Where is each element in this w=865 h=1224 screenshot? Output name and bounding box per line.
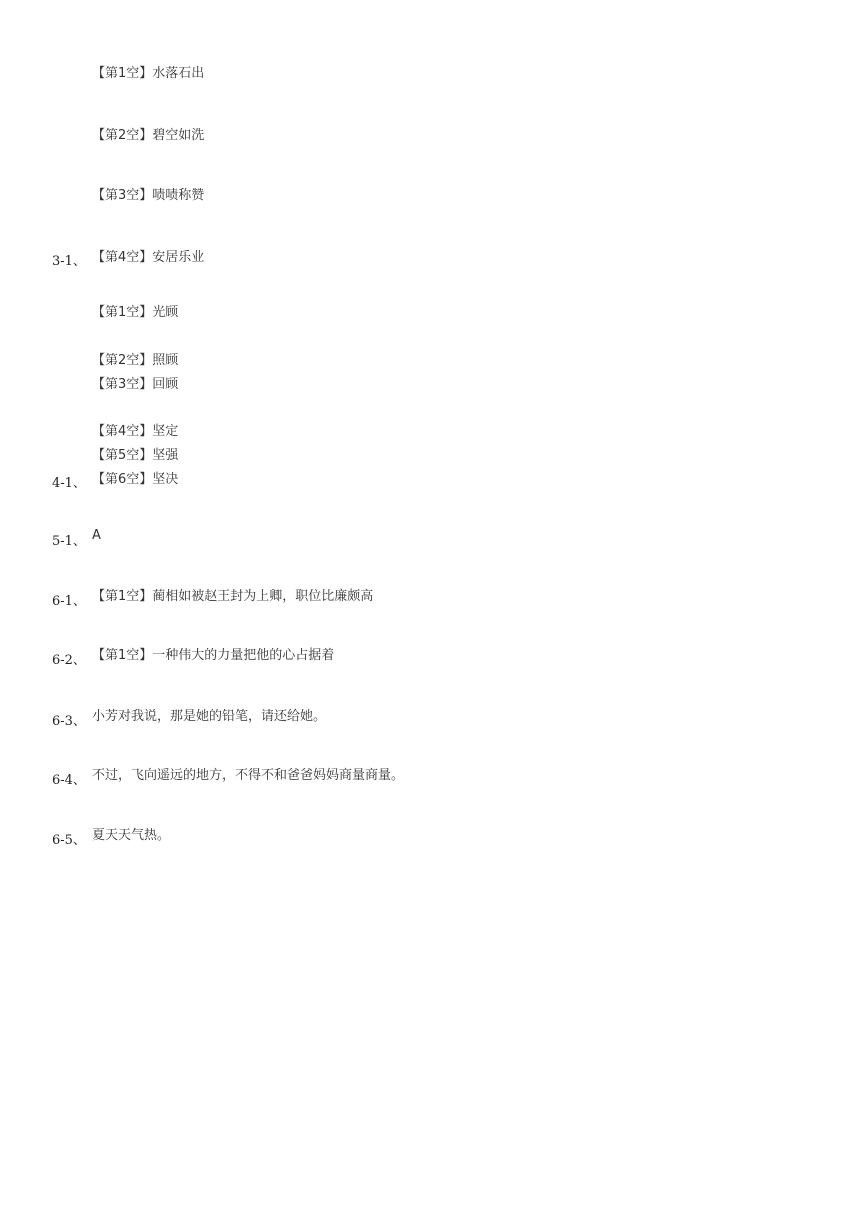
answer-line	[92, 424, 178, 440]
question-number: 5-1、	[52, 534, 86, 549]
blank-answer: 一种伟大的力量把他的心占据着	[152, 648, 335, 663]
blank-answer: 坚定	[152, 424, 179, 439]
blank-answer: 照顾	[152, 353, 179, 368]
answer-line	[92, 589, 373, 605]
blank-answer: 水落石出	[152, 66, 205, 81]
blank-answer: 蔺相如被赵王封为上卿，职位比廉颇高	[152, 589, 374, 604]
blank-answer: 光顾	[152, 305, 179, 320]
answer-line	[92, 648, 334, 664]
answer-line	[92, 66, 204, 82]
answer-line	[92, 128, 204, 144]
blank-answer: 安居乐业	[152, 250, 205, 265]
blank-label: 【第6空】	[92, 472, 153, 487]
question-number: 3-1、	[52, 254, 86, 269]
answer-line: 小芳对我说，那是她的铅笔，请还给她。	[92, 709, 327, 724]
answer-line	[92, 305, 178, 321]
blank-answer: 坚决	[152, 472, 179, 487]
question-number: 6-3、	[52, 714, 86, 729]
blank-answer: 坚强	[152, 448, 179, 463]
question-number: 6-5、	[52, 833, 86, 848]
blank-label: 【第3空】	[92, 188, 153, 203]
blank-label: 【第2空】	[92, 128, 153, 143]
answer-line	[92, 377, 178, 393]
question-number: 6-2、	[52, 653, 86, 668]
blank-label: 【第1空】	[92, 305, 153, 320]
question-number: 4-1、	[52, 476, 86, 491]
answer-line	[92, 448, 178, 464]
blank-label: 【第1空】	[92, 589, 153, 604]
blank-label: 【第5空】	[92, 448, 153, 463]
blank-label: 【第4空】	[92, 424, 153, 439]
answer-line	[92, 353, 178, 369]
blank-label: 【第1空】	[92, 66, 153, 81]
blank-answer: 啧啧称赞	[152, 188, 205, 203]
answer-line	[92, 188, 204, 204]
question-number: 6-1、	[52, 594, 86, 609]
answer-line	[92, 250, 204, 266]
answer-line: A	[92, 528, 101, 543]
blank-answer: 回顾	[152, 377, 179, 392]
blank-answer: 碧空如洗	[152, 128, 205, 143]
blank-label: 【第2空】	[92, 353, 153, 368]
blank-label: 【第3空】	[92, 377, 153, 392]
blank-label: 【第1空】	[92, 648, 153, 663]
answer-line: 不过，飞向遥远的地方，不得不和爸爸妈妈商量商量。	[92, 768, 405, 783]
answer-line: 夏天天气热。	[92, 828, 171, 843]
answer-line	[92, 472, 178, 488]
question-number: 6-4、	[52, 773, 86, 788]
blank-label: 【第4空】	[92, 250, 153, 265]
